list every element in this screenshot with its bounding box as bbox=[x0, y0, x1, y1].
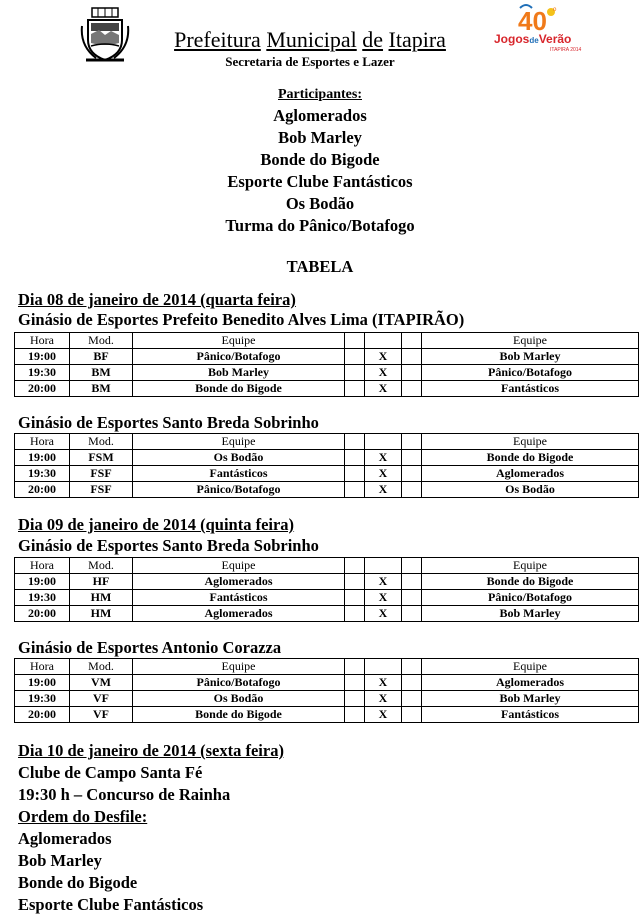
logo-number: 40 bbox=[518, 6, 547, 36]
blank-cell bbox=[365, 659, 402, 675]
title-word: Itapira bbox=[388, 27, 446, 52]
participant-item: Bonde do Bigode bbox=[260, 150, 380, 169]
cell-hora: 20:00 bbox=[15, 482, 70, 498]
blank-cell bbox=[365, 558, 402, 574]
cell-team-b: Bonde do Bigode bbox=[422, 450, 639, 466]
blank-cell bbox=[402, 482, 422, 498]
table-row bbox=[15, 381, 639, 397]
municipality-title bbox=[150, 28, 470, 52]
blank-cell bbox=[345, 590, 365, 606]
cell-team-a: Bonde do Bigode bbox=[133, 707, 345, 723]
blank-cell bbox=[345, 675, 365, 691]
final-day-block bbox=[18, 740, 284, 916]
cell-team-a: Pânico/Botafogo bbox=[133, 675, 345, 691]
day-heading: Dia 10 de janeiro de 2014 (sexta feira) bbox=[18, 741, 284, 760]
blank-cell bbox=[345, 365, 365, 381]
header-equipe: Equipe bbox=[133, 333, 345, 349]
cell-team-b: Aglomerados bbox=[422, 466, 639, 482]
logo-ordinal: º bbox=[553, 6, 557, 16]
department-subtitle: Secretaria de Esportes e Lazer bbox=[225, 54, 395, 69]
blank-cell bbox=[402, 574, 422, 590]
venue-heading: Ginásio de Esportes Antonio Corazza bbox=[18, 638, 282, 657]
cell-team-b: Fantásticos bbox=[422, 707, 639, 723]
header-mod: Mod. bbox=[70, 434, 133, 450]
blank-cell bbox=[402, 349, 422, 365]
cell-versus: X bbox=[365, 707, 402, 723]
table-row bbox=[15, 691, 639, 707]
parade-item: Esporte Clube Fantásticos bbox=[18, 895, 204, 914]
table-row bbox=[15, 365, 639, 381]
table-row bbox=[15, 450, 639, 466]
venue-heading: Ginásio de Esportes Santo Breda Sobrinho bbox=[18, 536, 319, 555]
cell-team-a: Fantásticos bbox=[133, 466, 345, 482]
cell-hora: 20:00 bbox=[15, 707, 70, 723]
schedule-table bbox=[14, 332, 639, 397]
day-heading: Dia 09 de janeiro de 2014 (quinta feira) bbox=[18, 515, 295, 534]
cell-versus: X bbox=[365, 691, 402, 707]
blank-cell bbox=[345, 434, 365, 450]
header-hora: Hora bbox=[15, 434, 70, 450]
parade-item: Bob Marley bbox=[18, 851, 102, 870]
table-header-row bbox=[15, 333, 639, 349]
table-row bbox=[15, 574, 639, 590]
cell-mod: VF bbox=[70, 707, 133, 723]
cell-team-a: Pânico/Botafogo bbox=[133, 349, 345, 365]
header-hora: Hora bbox=[15, 659, 70, 675]
header-equipe: Equipe bbox=[133, 434, 345, 450]
blank-cell bbox=[402, 381, 422, 397]
parade-item: Bonde do Bigode bbox=[18, 873, 138, 892]
blank-cell bbox=[345, 333, 365, 349]
blank-cell bbox=[402, 659, 422, 675]
venue-heading: Ginásio de Esportes Prefeito Benedito Alves Lima (ITAPIRÃO) bbox=[18, 310, 465, 329]
participant-item: Bob Marley bbox=[278, 128, 362, 147]
cell-team-a: Pânico/Botafogo bbox=[133, 482, 345, 498]
schedule-table bbox=[14, 557, 639, 622]
blank-cell bbox=[365, 434, 402, 450]
schedule-table bbox=[14, 658, 639, 723]
cell-mod: BM bbox=[70, 381, 133, 397]
cell-mod: FSF bbox=[70, 482, 133, 498]
cell-versus: X bbox=[365, 675, 402, 691]
title-word: Municipal bbox=[266, 27, 357, 52]
cell-team-a: Bonde do Bigode bbox=[133, 381, 345, 397]
cell-mod: VF bbox=[70, 691, 133, 707]
cell-team-a: Bob Marley bbox=[133, 365, 345, 381]
header-mod: Mod. bbox=[70, 333, 133, 349]
venue-heading: Ginásio de Esportes Santo Breda Sobrinho bbox=[18, 413, 319, 432]
cell-team-a: Os Bodão bbox=[133, 691, 345, 707]
blank-cell bbox=[345, 450, 365, 466]
logo-word: de bbox=[529, 36, 539, 45]
header-equipe: Equipe bbox=[422, 434, 639, 450]
cell-team-a: Aglomerados bbox=[133, 574, 345, 590]
header-equipe: Equipe bbox=[133, 659, 345, 675]
cell-mod: HF bbox=[70, 574, 133, 590]
blank-cell bbox=[345, 381, 365, 397]
cell-team-b: Bonde do Bigode bbox=[422, 574, 639, 590]
cell-mod: FSM bbox=[70, 450, 133, 466]
parade-item: Aglomerados bbox=[18, 829, 112, 848]
table-header-row bbox=[15, 434, 639, 450]
cell-hora: 19:00 bbox=[15, 450, 70, 466]
cell-team-b: Bob Marley bbox=[422, 606, 639, 622]
cell-team-a: Os Bodão bbox=[133, 450, 345, 466]
blank-cell bbox=[365, 333, 402, 349]
blank-cell bbox=[345, 707, 365, 723]
participant-item: Aglomerados bbox=[273, 106, 367, 125]
participant-item: Os Bodão bbox=[285, 194, 355, 213]
cell-mod: VM bbox=[70, 675, 133, 691]
header-equipe: Equipe bbox=[422, 333, 639, 349]
blank-cell bbox=[402, 691, 422, 707]
blank-cell bbox=[402, 675, 422, 691]
cell-versus: X bbox=[365, 482, 402, 498]
cell-versus: X bbox=[365, 606, 402, 622]
letterhead bbox=[0, 0, 640, 76]
cell-team-a: Fantásticos bbox=[133, 590, 345, 606]
table-row bbox=[15, 606, 639, 622]
blank-cell bbox=[402, 558, 422, 574]
blank-cell bbox=[402, 434, 422, 450]
blank-cell bbox=[402, 365, 422, 381]
blank-cell bbox=[402, 450, 422, 466]
cell-team-a: Aglomerados bbox=[133, 606, 345, 622]
table-row bbox=[15, 466, 639, 482]
cell-team-b: Bob Marley bbox=[422, 349, 639, 365]
cell-team-b: Pânico/Botafogo bbox=[422, 590, 639, 606]
participants-list bbox=[0, 105, 640, 237]
table-row bbox=[15, 675, 639, 691]
cell-mod: HM bbox=[70, 606, 133, 622]
blank-cell bbox=[345, 466, 365, 482]
cell-versus: X bbox=[365, 590, 402, 606]
blank-cell bbox=[345, 482, 365, 498]
cell-mod: HM bbox=[70, 590, 133, 606]
blank-cell bbox=[345, 574, 365, 590]
cell-hora: 19:00 bbox=[15, 574, 70, 590]
blank-cell bbox=[402, 707, 422, 723]
header-hora: Hora bbox=[15, 333, 70, 349]
blank-cell bbox=[345, 691, 365, 707]
cell-mod: BM bbox=[70, 365, 133, 381]
blank-cell bbox=[402, 333, 422, 349]
cell-mod: FSF bbox=[70, 466, 133, 482]
participant-item: Esporte Clube Fantásticos bbox=[227, 172, 413, 191]
header-hora: Hora bbox=[15, 558, 70, 574]
blank-cell bbox=[345, 659, 365, 675]
cell-hora: 19:30 bbox=[15, 466, 70, 482]
participants-heading: Participantes: bbox=[278, 87, 362, 102]
title-word: Prefeitura bbox=[174, 27, 261, 52]
table-row bbox=[15, 482, 639, 498]
tabela-heading: TABELA bbox=[286, 257, 354, 276]
blank-cell bbox=[345, 606, 365, 622]
cell-hora: 19:30 bbox=[15, 365, 70, 381]
cell-versus: X bbox=[365, 466, 402, 482]
cell-team-b: Pânico/Botafogo bbox=[422, 365, 639, 381]
schedule-table bbox=[14, 433, 639, 498]
blank-cell bbox=[402, 466, 422, 482]
blank-cell bbox=[345, 558, 365, 574]
header-mod: Mod. bbox=[70, 558, 133, 574]
logo-word: Jogos bbox=[494, 32, 530, 46]
cell-hora: 19:30 bbox=[15, 691, 70, 707]
table-row bbox=[15, 707, 639, 723]
logo-year: ITAPIRA 2014 bbox=[550, 47, 582, 52]
cell-versus: X bbox=[365, 381, 402, 397]
cell-hora: 19:30 bbox=[15, 590, 70, 606]
cell-hora: 20:00 bbox=[15, 381, 70, 397]
table-row bbox=[15, 349, 639, 365]
cell-mod: BF bbox=[70, 349, 133, 365]
cell-team-b: Fantásticos bbox=[422, 381, 639, 397]
header-equipe: Equipe bbox=[422, 558, 639, 574]
table-header-row bbox=[15, 659, 639, 675]
header-equipe: Equipe bbox=[133, 558, 345, 574]
event-line: 19:30 h – Concurso de Rainha bbox=[18, 785, 231, 804]
logo-word: Verão bbox=[538, 32, 572, 46]
cell-team-b: Os Bodão bbox=[422, 482, 639, 498]
cell-versus: X bbox=[365, 365, 402, 381]
coat-of-arms-icon bbox=[80, 6, 130, 64]
cell-team-b: Aglomerados bbox=[422, 675, 639, 691]
cell-hora: 19:00 bbox=[15, 675, 70, 691]
blank-cell bbox=[402, 606, 422, 622]
cell-versus: X bbox=[365, 349, 402, 365]
title-word: de bbox=[362, 27, 384, 52]
parade-order-heading: Ordem do Desfile: bbox=[18, 807, 148, 826]
table-header-row bbox=[15, 558, 639, 574]
blank-cell bbox=[345, 349, 365, 365]
jogos-de-verao-logo bbox=[490, 2, 590, 52]
header-equipe: Equipe bbox=[422, 659, 639, 675]
participant-item: Turma do Pânico/Botafogo bbox=[225, 216, 415, 235]
cell-hora: 19:00 bbox=[15, 349, 70, 365]
venue-heading: Clube de Campo Santa Fé bbox=[18, 763, 203, 782]
cell-versus: X bbox=[365, 450, 402, 466]
day-heading: Dia 08 de janeiro de 2014 (quarta feira) bbox=[18, 290, 296, 309]
cell-hora: 20:00 bbox=[15, 606, 70, 622]
blank-cell bbox=[402, 590, 422, 606]
cell-team-b: Bob Marley bbox=[422, 691, 639, 707]
header-mod: Mod. bbox=[70, 659, 133, 675]
cell-versus: X bbox=[365, 574, 402, 590]
table-row bbox=[15, 590, 639, 606]
